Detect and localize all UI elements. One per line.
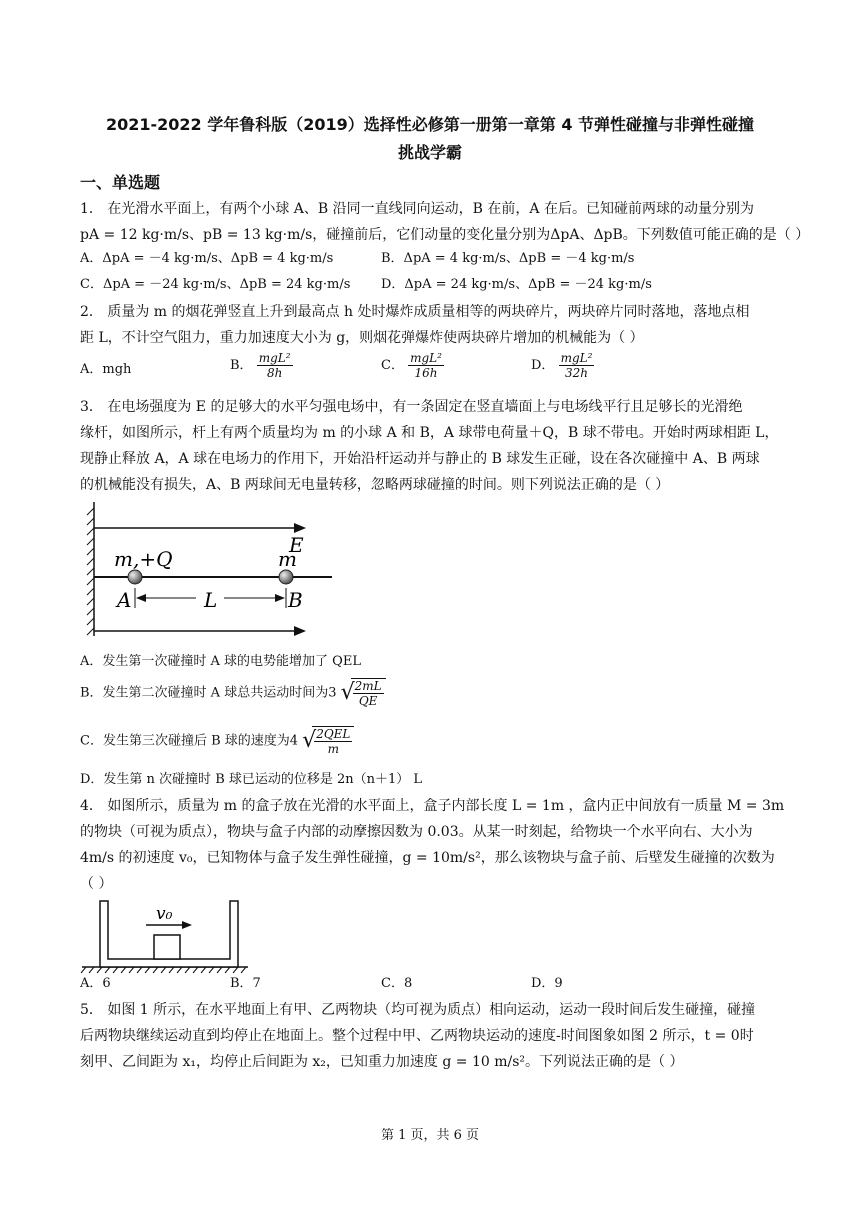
sqrt-symbol: √ $\frac{2mL}{QE}$ bbox=[341, 678, 386, 708]
q5-text-line: 刻甲、乙间距为 x₁，均停止后间距为 x₂，已知重力加速度 g = 10 m/s²。下列说法正确的是（ ） bbox=[80, 1054, 684, 1070]
q4-figure bbox=[80, 895, 250, 975]
q2-option-d-label: D． bbox=[531, 358, 555, 373]
fraction-denominator: 32h bbox=[565, 366, 588, 380]
q1-option-c: C．ΔpA = －24 kg·m/s、ΔpB = 24 kg·m/s bbox=[80, 277, 351, 292]
ball-a-label: m,+Q bbox=[114, 547, 173, 571]
q3-option-c-text: C．发生第三次碰撞后 B 球的速度为4 bbox=[80, 733, 299, 749]
q2-option-c-fraction bbox=[408, 351, 444, 380]
fraction-denominator: QE bbox=[358, 694, 378, 708]
q1-option-b: B．ΔpA = 4 kg·m/s、ΔpB = －4 kg·m/s bbox=[381, 251, 635, 266]
q3-text-line: 现静止释放 A，A 球在电场力的作用下，开始沿杆运动并与静止的 B 球发生正碰，设在各次碰撞中 A、B 两球 bbox=[80, 451, 760, 467]
q1-option-a: A．ΔpA = －4 kg·m/s、ΔpB = 4 kg·m/s bbox=[80, 251, 334, 266]
ball-b-label: m bbox=[278, 547, 297, 571]
q2-option-c-label: C． bbox=[381, 358, 404, 373]
section-heading: 一、单选题 bbox=[80, 173, 161, 192]
q2-option-d bbox=[531, 351, 594, 380]
sqrt-symbol: √ $\frac{\text{2QEL}}{m}$ bbox=[302, 726, 354, 756]
document-subtitle: 挑战学霸 bbox=[397, 143, 462, 162]
fraction-numerator: mgL² bbox=[410, 351, 442, 365]
q4-option-c: C．8 bbox=[381, 976, 413, 991]
q5-text-line: 后两物块继续运动直到均停止在地面上。整个过程中甲、乙两物块运动的速度-时间图象如图 2 所示，t = 0时 bbox=[80, 1028, 754, 1044]
q3-figure bbox=[84, 500, 344, 640]
q3-option-b-text: B．发生第二次碰撞时 A 球总共运动时间为3 bbox=[80, 685, 337, 701]
dim-arrow-left bbox=[136, 594, 146, 602]
fraction-denominator: 8h bbox=[266, 366, 283, 380]
document-title: 2021-2022 学年鲁科版（2019）选择性必修第一册第一章第 4 节弹性碰撞与非弹性碰撞 bbox=[105, 115, 755, 134]
page-footer: 第 1 页，共 6 页 bbox=[380, 1128, 480, 1143]
q2-option-b-fraction bbox=[257, 351, 293, 380]
fraction-numerator: 2mL bbox=[354, 679, 382, 693]
q1-option-d: D．ΔpA = 24 kg·m/s、ΔpB = －24 kg·m/s bbox=[381, 277, 652, 292]
q2-option-b-label: B． bbox=[230, 358, 253, 373]
q4-option-a: A．6 bbox=[80, 976, 111, 991]
q4-text-line: 的物块（可视为质点），物块与盒子内部的动摩擦因数为 0.03。从某一时刻起，给物块一个水平向右、大小为 bbox=[80, 824, 753, 840]
fraction-denominator: 16h bbox=[414, 366, 438, 380]
q2-option-c bbox=[381, 351, 444, 380]
q2-option-b bbox=[230, 351, 293, 380]
field-arrow-top bbox=[294, 523, 306, 533]
q4-option-d: D．9 bbox=[531, 976, 563, 991]
q3-text-line: 3． 在电场强度为 E 的足够大的水平匀强电场中，有一条固定在竖直墙面上与电场线平行且足够长的光滑绝 bbox=[80, 399, 743, 415]
ball-a bbox=[128, 570, 142, 584]
fraction-denominator: m bbox=[327, 742, 339, 756]
q3-option-c-fraction bbox=[314, 727, 352, 756]
q2-option-a: A．mgh bbox=[80, 362, 132, 377]
q4-text-line: （ ） bbox=[80, 876, 113, 892]
q5-text-line: 5． 如图 1 所示，在水平地面上有甲、乙两物块（均可视为质点）相向运动，运动一段时间后发生碰撞，碰撞 bbox=[80, 1002, 756, 1018]
q4-text-line: 4m/s 的初速度 v₀，已知物体与盒子发生弹性碰撞，g = 10m/s²，那么该物块与盒子前、后壁发生碰撞的次数为 bbox=[80, 850, 775, 866]
q3-text-line: 缘杆，如图所示，杆上有两个质量均为 m 的小球 A 和 B，A 球带电荷量＋Q，B 球不带电。开始时两球相距 L， bbox=[80, 425, 779, 441]
ball-b bbox=[279, 570, 293, 584]
field-label-e: E bbox=[289, 533, 304, 557]
q3-option-a: A．发生第一次碰撞时 A 球的电势能增加了 QEL bbox=[80, 654, 361, 669]
fraction-numerator: mgL² bbox=[560, 351, 593, 365]
q3-option-c bbox=[80, 726, 354, 756]
q4-option-b: B．7 bbox=[230, 976, 261, 991]
ground-hatching bbox=[81, 967, 246, 973]
q1-text-line: 1． 在光滑水平面上，有两个小球 A、B 沿同一直线同向运动，B 在前，A 在后。已知碰前两球的动量分别为 bbox=[80, 201, 754, 217]
velocity-arrow bbox=[182, 921, 192, 929]
q3-option-b bbox=[80, 678, 386, 708]
point-a-label: A bbox=[117, 588, 132, 612]
q2-option-d-fraction bbox=[559, 351, 595, 380]
field-arrow-bottom bbox=[294, 626, 306, 636]
q3-option-b-fraction bbox=[353, 679, 384, 708]
q1-text-line: pA = 12 kg·m/s、pB = 13 kg·m/s，碰撞前后，它们动量的变化量分别为ΔpA、ΔpB。下列数值可能正确的是（ ） bbox=[80, 227, 810, 243]
q4-text-line: 4． 如图所示，质量为 m 的盒子放在光滑的水平面上，盒子内部长度 L = 1m ，盒内正中间放有一质量 M = 3m bbox=[80, 798, 785, 814]
point-b-label: B bbox=[288, 588, 303, 612]
wall-hatching bbox=[87, 508, 94, 635]
distance-label: L bbox=[204, 588, 218, 612]
dim-arrow-right bbox=[275, 594, 285, 602]
velocity-label: v₀ bbox=[156, 904, 173, 924]
q2-text-line: 2． 质量为 m 的烟花弹竖直上升到最高点 h 处时爆炸成质量相等的两块碎片，两块碎片同时落地，落地点相 bbox=[80, 304, 750, 320]
fraction-numerator: mgL² bbox=[258, 351, 291, 365]
fraction-numerator: 2QEL bbox=[316, 727, 351, 741]
q3-option-d: D．发生第 n 次碰撞时 B 球已运动的位移是 2n（n＋1） L bbox=[80, 772, 423, 787]
q2-text-line: 距 L，不计空气阻力，重力加速度大小为 g，则烟花弹爆炸使两块碎片增加的机械能为（ ） bbox=[80, 330, 644, 346]
q3-text-line: 的机械能没有损失，A、B 两球间无电量转移，忽略两球碰撞的时间。则下列说法正确的是（ ） bbox=[80, 477, 670, 493]
block bbox=[154, 935, 180, 959]
